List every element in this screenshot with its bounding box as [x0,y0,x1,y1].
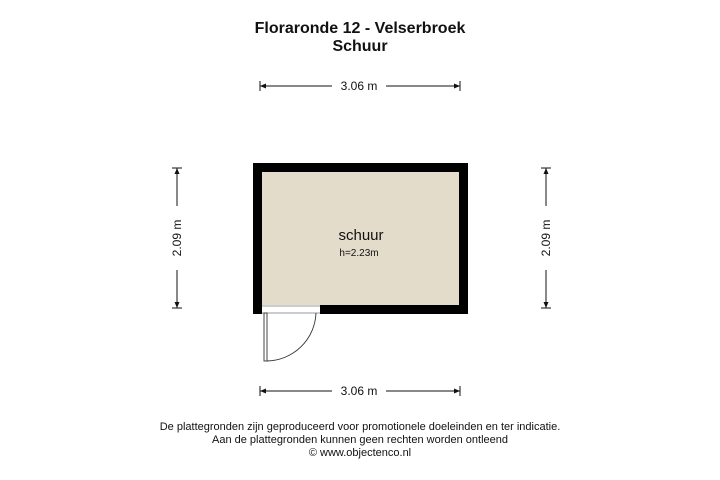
dimension-right [539,168,553,308]
dimension-left-label: 2.09 m [170,219,184,257]
disclaimer-line-2: Aan de plattegronden kunnen geen rechten worden ontleend [211,434,508,446]
room-name: schuur [338,227,384,244]
dimension-left [170,168,184,308]
copyright: © www.objectenco.nl [308,447,412,459]
room-schuur [253,163,468,361]
room-height: h=2.23m [339,248,379,259]
door [262,305,320,361]
door-leaf [264,313,267,361]
dimension-bottom-label: 3.06 m [340,384,378,398]
plan-subtitle: Schuur [332,38,388,55]
dimension-right-label: 2.09 m [539,219,553,257]
disclaimer-line-1: De plattegronden zijn geproduceerd voor promotionele doeleinden en ter indicatie. [159,421,561,433]
door-swing-arc [267,313,316,361]
dimension-top [260,79,460,93]
plan-title: Floraronde 12 - Velserbroek [254,20,466,37]
disclaimer [0,421,720,460]
dimension-top-label: 3.06 m [340,79,378,93]
dimension-bottom [260,384,460,398]
